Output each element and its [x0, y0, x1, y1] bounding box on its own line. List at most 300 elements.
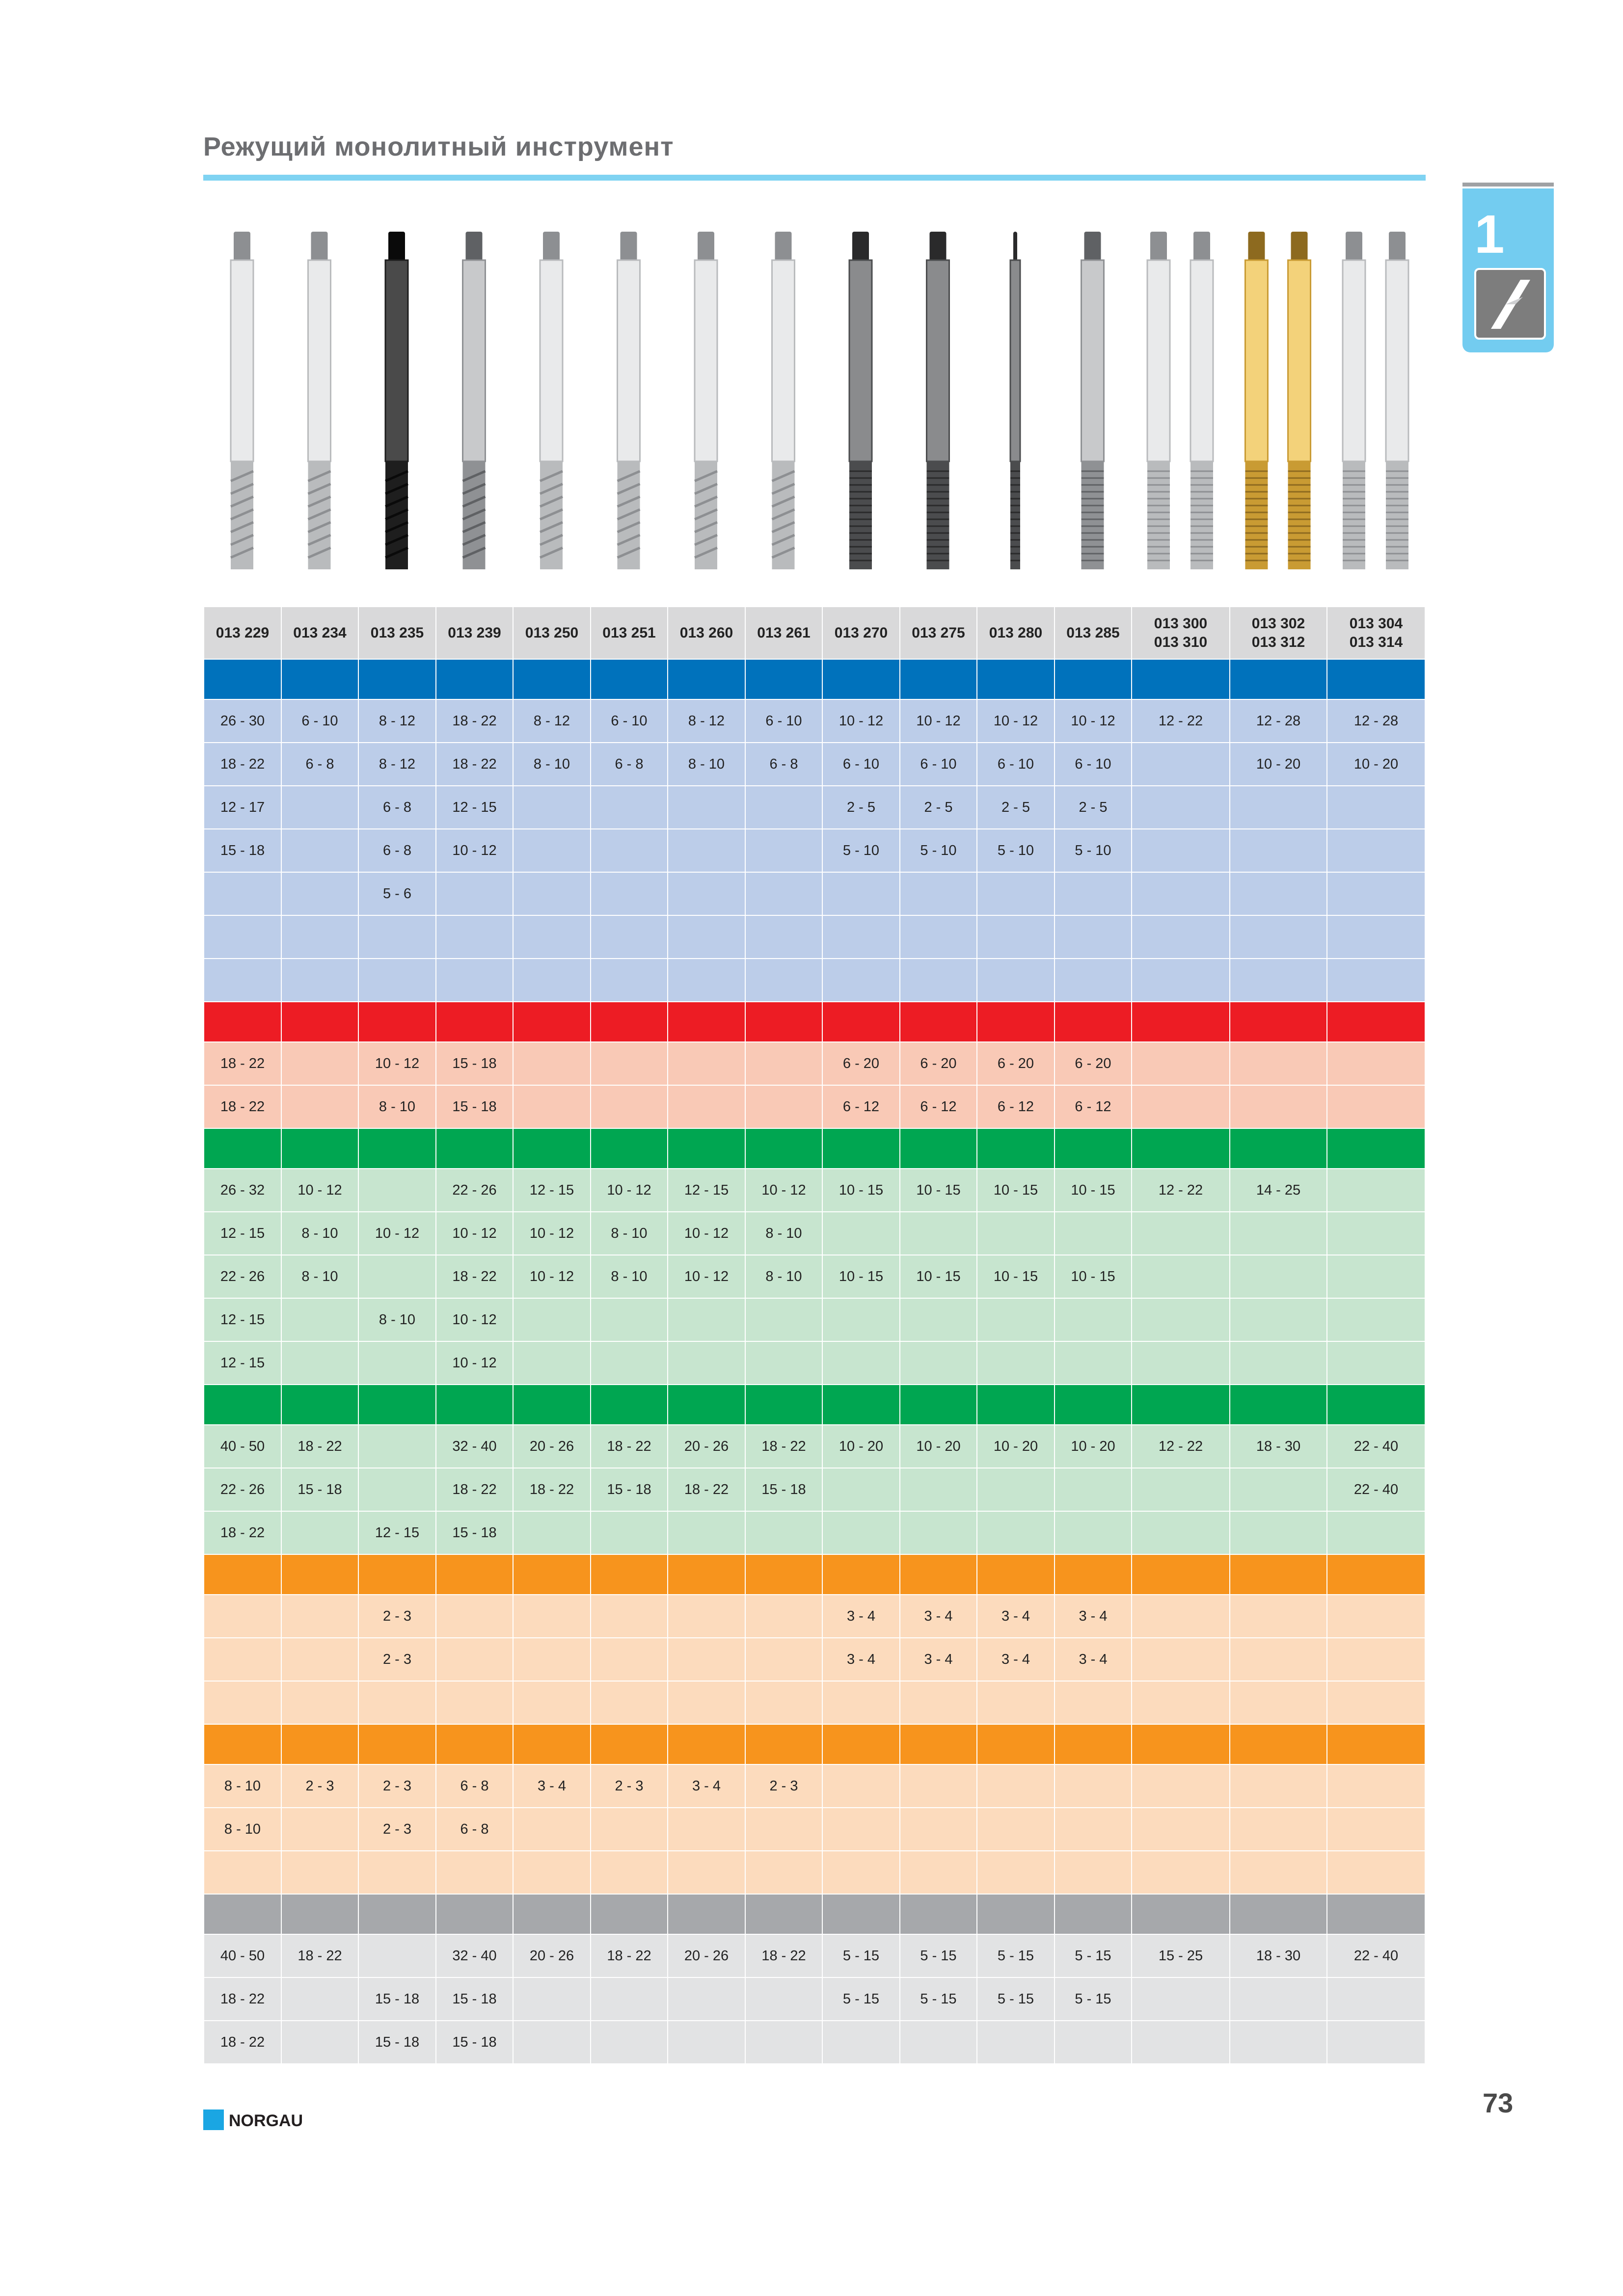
table-cell: 15 - 18: [436, 2021, 513, 2064]
band-cell: [281, 1002, 358, 1042]
table-cell: [1132, 1851, 1230, 1894]
band-cell: [822, 1724, 900, 1764]
table-row: [204, 829, 1425, 872]
band-cell: [358, 659, 436, 699]
table-cell: 8 - 10: [358, 1085, 436, 1128]
table-row: [204, 1085, 1425, 1128]
table-cell: [591, 872, 668, 915]
band-cell: [745, 659, 822, 699]
table-cell: 3 - 4: [977, 1638, 1055, 1681]
table-cell: 10 - 12: [281, 1169, 358, 1212]
table-cell: [1055, 1212, 1132, 1255]
table-cell: 15 - 18: [281, 1468, 358, 1511]
table-cell: [436, 1638, 513, 1681]
table-cell: [1132, 1212, 1230, 1255]
table-cell: 18 - 22: [591, 1425, 668, 1468]
band-cell: [1327, 1724, 1425, 1764]
table-cell: 20 - 26: [668, 1934, 745, 1977]
table-cell: [591, 959, 668, 1002]
table-cell: [1132, 1255, 1230, 1298]
table-cell: 10 - 12: [977, 699, 1055, 743]
band-cell: [281, 1724, 358, 1764]
table-cell: [1055, 1851, 1132, 1894]
table-cell: [591, 1851, 668, 1894]
table-cell: 6 - 20: [822, 1042, 900, 1085]
table-cell: [281, 1851, 358, 1894]
table-cell: [513, 829, 591, 872]
table-cell: 8 - 10: [281, 1255, 358, 1298]
table-cell: [977, 959, 1055, 1002]
table-row: [204, 1638, 1425, 1681]
table-cell: 18 - 22: [745, 1425, 822, 1468]
table-cell: 10 - 20: [1230, 743, 1327, 786]
table-cell: 12 - 15: [204, 1341, 281, 1385]
table-cell: [822, 1468, 900, 1511]
table-cell: [513, 1298, 591, 1341]
table-cell: 18 - 22: [668, 1468, 745, 1511]
table-cell: 18 - 22: [204, 1042, 281, 1085]
band-cell: [591, 1128, 668, 1169]
table-cell: [1327, 1851, 1425, 1894]
table-cell: 5 - 10: [1055, 829, 1132, 872]
table-cell: 8 - 10: [513, 743, 591, 786]
table-cell: [745, 2021, 822, 2064]
column-header: 013 235: [358, 607, 436, 659]
column-header: 013 229: [204, 607, 281, 659]
table-cell: [281, 1808, 358, 1851]
table-cell: 15 - 18: [436, 1085, 513, 1128]
table-cell: 3 - 4: [822, 1595, 900, 1638]
band-cell: [977, 1554, 1055, 1595]
table-cell: [900, 1808, 977, 1851]
table-row: [204, 1934, 1425, 1977]
table-cell: [668, 1298, 745, 1341]
table-cell: 18 - 22: [513, 1468, 591, 1511]
table-cell: 6 - 8: [745, 743, 822, 786]
table-cell: [668, 872, 745, 915]
tap-tool-icon: [1386, 232, 1408, 569]
table-cell: [668, 1042, 745, 1085]
table-cell: 18 - 22: [204, 743, 281, 786]
table-cell: [668, 1341, 745, 1385]
table-cell: [1230, 1255, 1327, 1298]
band-cell: [1230, 1385, 1327, 1425]
table-cell: [358, 1341, 436, 1385]
table-cell: 2 - 3: [281, 1764, 358, 1808]
table-cell: 22 - 40: [1327, 1934, 1425, 1977]
table-cell: [1230, 1212, 1327, 1255]
table-cell: 40 - 50: [204, 1425, 281, 1468]
table-cell: 10 - 12: [436, 829, 513, 872]
table-cell: [436, 872, 513, 915]
table-cell: [745, 1595, 822, 1638]
band-cell: [1230, 1894, 1327, 1934]
table-cell: 3 - 4: [900, 1595, 977, 1638]
band-cell: [668, 1002, 745, 1042]
table-cell: 10 - 15: [977, 1169, 1055, 1212]
table-cell: 6 - 12: [977, 1085, 1055, 1128]
table-cell: [1055, 1511, 1132, 1554]
table-cell: [822, 1764, 900, 1808]
table-cell: [591, 915, 668, 959]
table-cell: 22 - 40: [1327, 1468, 1425, 1511]
table-cell: [1055, 915, 1132, 959]
section-band: [204, 1385, 1425, 1425]
table-cell: [822, 1851, 900, 1894]
table-cell: 5 - 6: [358, 872, 436, 915]
table-cell: 10 - 20: [1055, 1425, 1132, 1468]
table-cell: [900, 1764, 977, 1808]
column-header: 013 261: [745, 607, 822, 659]
table-cell: 6 - 10: [822, 743, 900, 786]
table-cell: [1327, 1808, 1425, 1851]
table-cell: 10 - 20: [900, 1425, 977, 1468]
table-cell: [1132, 786, 1230, 829]
table-cell: 20 - 26: [668, 1425, 745, 1468]
band-cell: [1132, 1385, 1230, 1425]
band-cell: [977, 1894, 1055, 1934]
band-cell: [745, 1724, 822, 1764]
table-cell: [745, 1341, 822, 1385]
table-cell: [745, 1511, 822, 1554]
table-row: [204, 1511, 1425, 1554]
table-cell: 6 - 8: [281, 743, 358, 786]
table-cell: 8 - 10: [204, 1764, 281, 1808]
band-cell: [591, 1894, 668, 1934]
tap-tool-icon: [1190, 232, 1213, 569]
table-cell: [1327, 1255, 1425, 1298]
table-cell: 12 - 17: [204, 786, 281, 829]
band-cell: [436, 1554, 513, 1595]
table-cell: 6 - 10: [745, 699, 822, 743]
table-cell: [1327, 1212, 1425, 1255]
table-cell: 5 - 10: [822, 829, 900, 872]
table-cell: [204, 915, 281, 959]
band-cell: [1230, 659, 1327, 699]
band-cell: [900, 659, 977, 699]
table-cell: [1055, 1468, 1132, 1511]
table-cell: [1327, 1638, 1425, 1681]
table-cell: [1327, 1977, 1425, 2021]
table-cell: 12 - 15: [436, 786, 513, 829]
table-cell: [513, 872, 591, 915]
table-cell: 18 - 22: [281, 1934, 358, 1977]
page-number: 73: [1483, 2087, 1514, 2118]
table-cell: [1327, 1341, 1425, 1385]
table-cell: [822, 959, 900, 1002]
table-cell: 5 - 15: [822, 1934, 900, 1977]
table-row: [204, 1681, 1425, 1724]
table-cell: 8 - 12: [358, 743, 436, 786]
band-cell: [591, 1554, 668, 1595]
table-cell: 6 - 10: [1055, 743, 1132, 786]
table-cell: [591, 1042, 668, 1085]
table-cell: [513, 959, 591, 1002]
table-cell: [745, 1638, 822, 1681]
table-cell: [204, 1851, 281, 1894]
table-cell: 12 - 22: [1132, 1169, 1230, 1212]
table-cell: [668, 1808, 745, 1851]
column-header: 013 251: [591, 607, 668, 659]
table-cell: [745, 786, 822, 829]
table-cell: [513, 1511, 591, 1554]
table-row: [204, 1808, 1425, 1851]
table-cell: [900, 1681, 977, 1724]
tap-tool-icon: [1082, 232, 1104, 569]
band-cell: [204, 1724, 281, 1764]
table-cell: [1327, 2021, 1425, 2064]
table-cell: [436, 1595, 513, 1638]
table-row: [204, 1212, 1425, 1255]
table-cell: [900, 1212, 977, 1255]
table-cell: [281, 1085, 358, 1128]
tap-tool-icon: [231, 232, 253, 569]
table-cell: 8 - 12: [668, 699, 745, 743]
table-cell: 3 - 4: [513, 1764, 591, 1808]
table-cell: [1132, 1298, 1230, 1341]
table-cell: [745, 1808, 822, 1851]
table-cell: [281, 2021, 358, 2064]
table-cell: 10 - 12: [358, 1212, 436, 1255]
table-cell: [977, 1341, 1055, 1385]
band-cell: [436, 1128, 513, 1169]
table-cell: [900, 1851, 977, 1894]
band-cell: [204, 1894, 281, 1934]
table-cell: [668, 1681, 745, 1724]
table-cell: [1230, 1681, 1327, 1724]
drill-icon: [1474, 268, 1546, 340]
band-cell: [900, 1128, 977, 1169]
table-cell: [1230, 786, 1327, 829]
table-cell: [1327, 1298, 1425, 1341]
table-cell: 18 - 22: [591, 1934, 668, 1977]
table-cell: [591, 1341, 668, 1385]
table-cell: [668, 1977, 745, 2021]
table-cell: [900, 1341, 977, 1385]
table-cell: 10 - 15: [822, 1169, 900, 1212]
column-header: 013 285: [1055, 607, 1132, 659]
table-cell: [1055, 1681, 1132, 1724]
table-cell: 6 - 10: [977, 743, 1055, 786]
table-cell: [1327, 872, 1425, 915]
table-cell: [281, 1977, 358, 2021]
table-cell: [513, 1851, 591, 1894]
table-cell: [1132, 1468, 1230, 1511]
table-cell: 6 - 20: [977, 1042, 1055, 1085]
table-cell: [1327, 1042, 1425, 1085]
table-cell: [591, 1298, 668, 1341]
table-cell: [204, 872, 281, 915]
table-cell: [900, 1468, 977, 1511]
table-cell: 10 - 20: [1327, 743, 1425, 786]
table-cell: 3 - 4: [1055, 1638, 1132, 1681]
table-cell: [1132, 1638, 1230, 1681]
band-cell: [358, 1554, 436, 1595]
table-cell: [1132, 1042, 1230, 1085]
section-band: [204, 1724, 1425, 1764]
band-cell: [591, 1724, 668, 1764]
table-cell: 12 - 22: [1132, 1425, 1230, 1468]
band-cell: [900, 1002, 977, 1042]
table-cell: [900, 915, 977, 959]
tap-tool-icon: [1010, 232, 1020, 569]
band-cell: [745, 1894, 822, 1934]
table-cell: [436, 915, 513, 959]
table-cell: 12 - 15: [668, 1169, 745, 1212]
table-row: [204, 2021, 1425, 2064]
table-cell: [668, 786, 745, 829]
band-cell: [977, 1724, 1055, 1764]
table-cell: [281, 786, 358, 829]
table-row: [204, 959, 1425, 1002]
table-cell: [358, 1934, 436, 1977]
column-header: 013 239: [436, 607, 513, 659]
band-cell: [668, 1128, 745, 1169]
table-cell: [1230, 1851, 1327, 1894]
table-cell: [822, 872, 900, 915]
band-cell: [281, 659, 358, 699]
table-cell: [745, 1042, 822, 1085]
table-cell: [822, 1341, 900, 1385]
band-cell: [1327, 1894, 1425, 1934]
table-cell: [668, 829, 745, 872]
table-cell: [358, 1468, 436, 1511]
table-cell: 5 - 10: [977, 829, 1055, 872]
table-cell: [977, 1511, 1055, 1554]
table-cell: [1132, 872, 1230, 915]
band-cell: [281, 1894, 358, 1934]
table-cell: 18 - 22: [436, 1255, 513, 1298]
table-cell: [436, 1851, 513, 1894]
tap-tool-icon: [540, 232, 563, 569]
band-cell: [822, 1894, 900, 1934]
table-cell: [1132, 743, 1230, 786]
section-band: [204, 659, 1425, 699]
column-header: 013 270: [822, 607, 900, 659]
table-cell: [745, 959, 822, 1002]
band-cell: [358, 1385, 436, 1425]
table-cell: [1055, 872, 1132, 915]
band-cell: [358, 1128, 436, 1169]
table-cell: 6 - 12: [900, 1085, 977, 1128]
band-cell: [436, 659, 513, 699]
tool-images: [203, 226, 1426, 589]
table-cell: 15 - 18: [436, 1511, 513, 1554]
band-cell: [513, 659, 591, 699]
table-cell: [745, 1851, 822, 1894]
table-cell: [1132, 1977, 1230, 2021]
table-cell: 2 - 5: [900, 786, 977, 829]
table-cell: 10 - 12: [436, 1298, 513, 1341]
table-row: [204, 699, 1425, 743]
table-cell: [513, 2021, 591, 2064]
table-cell: 12 - 15: [358, 1511, 436, 1554]
table-cell: 6 - 8: [436, 1764, 513, 1808]
table-cell: 6 - 8: [358, 829, 436, 872]
table-cell: 10 - 15: [1055, 1169, 1132, 1212]
table-cell: 10 - 12: [358, 1042, 436, 1085]
band-cell: [900, 1724, 977, 1764]
band-cell: [1055, 1002, 1132, 1042]
table-cell: [281, 1341, 358, 1385]
chapter-tab[interactable]: [1462, 188, 1554, 352]
table-cell: [900, 872, 977, 915]
column-header: 013 302 013 312: [1230, 607, 1327, 659]
band-cell: [513, 1385, 591, 1425]
table-cell: [668, 1638, 745, 1681]
band-cell: [668, 659, 745, 699]
band-cell: [1132, 1724, 1230, 1764]
table-cell: [591, 1511, 668, 1554]
table-cell: 14 - 25: [1230, 1169, 1327, 1212]
table-cell: 5 - 15: [977, 1934, 1055, 1977]
table-row: [204, 872, 1425, 915]
band-cell: [436, 1724, 513, 1764]
table-cell: 10 - 12: [668, 1212, 745, 1255]
table-cell: [1132, 829, 1230, 872]
table-cell: [1055, 1808, 1132, 1851]
band-cell: [513, 1002, 591, 1042]
table-cell: 10 - 20: [822, 1425, 900, 1468]
table-cell: 15 - 18: [358, 2021, 436, 2064]
table-cell: 8 - 10: [668, 743, 745, 786]
table-cell: [822, 2021, 900, 2064]
table-cell: [822, 1298, 900, 1341]
tap-tool-icon: [463, 232, 486, 569]
table-cell: 6 - 12: [1055, 1085, 1132, 1128]
table-cell: 15 - 25: [1132, 1934, 1230, 1977]
table-cell: [281, 1042, 358, 1085]
table-cell: [1327, 1764, 1425, 1808]
table-cell: 22 - 26: [204, 1468, 281, 1511]
band-cell: [591, 1002, 668, 1042]
table-cell: [1327, 959, 1425, 1002]
table-row: [204, 1169, 1425, 1212]
table-row: [204, 1298, 1425, 1341]
table-cell: 8 - 10: [591, 1212, 668, 1255]
table-cell: 6 - 8: [591, 743, 668, 786]
table-cell: 32 - 40: [436, 1425, 513, 1468]
table-cell: [977, 872, 1055, 915]
table-cell: [1055, 2021, 1132, 2064]
band-cell: [1055, 659, 1132, 699]
table-cell: 10 - 12: [436, 1212, 513, 1255]
table-cell: [668, 1511, 745, 1554]
table-row: [204, 1764, 1425, 1808]
band-cell: [1327, 1554, 1425, 1595]
band-cell: [977, 1385, 1055, 1425]
band-cell: [436, 1385, 513, 1425]
section-band: [204, 1554, 1425, 1595]
table-cell: 2 - 3: [358, 1808, 436, 1851]
table-cell: 10 - 15: [822, 1255, 900, 1298]
band-cell: [745, 1128, 822, 1169]
table-cell: 8 - 10: [358, 1298, 436, 1341]
table-cell: 8 - 12: [513, 699, 591, 743]
band-cell: [513, 1554, 591, 1595]
table-cell: [1230, 1595, 1327, 1638]
table-cell: 8 - 10: [591, 1255, 668, 1298]
table-cell: 8 - 10: [745, 1212, 822, 1255]
table-cell: [1327, 1511, 1425, 1554]
brand-square-icon: [203, 2109, 224, 2130]
table-cell: [977, 1764, 1055, 1808]
column-header: 013 234: [281, 607, 358, 659]
table-cell: 3 - 4: [822, 1638, 900, 1681]
table-cell: 5 - 15: [1055, 1934, 1132, 1977]
table-cell: 10 - 12: [745, 1169, 822, 1212]
band-cell: [822, 659, 900, 699]
